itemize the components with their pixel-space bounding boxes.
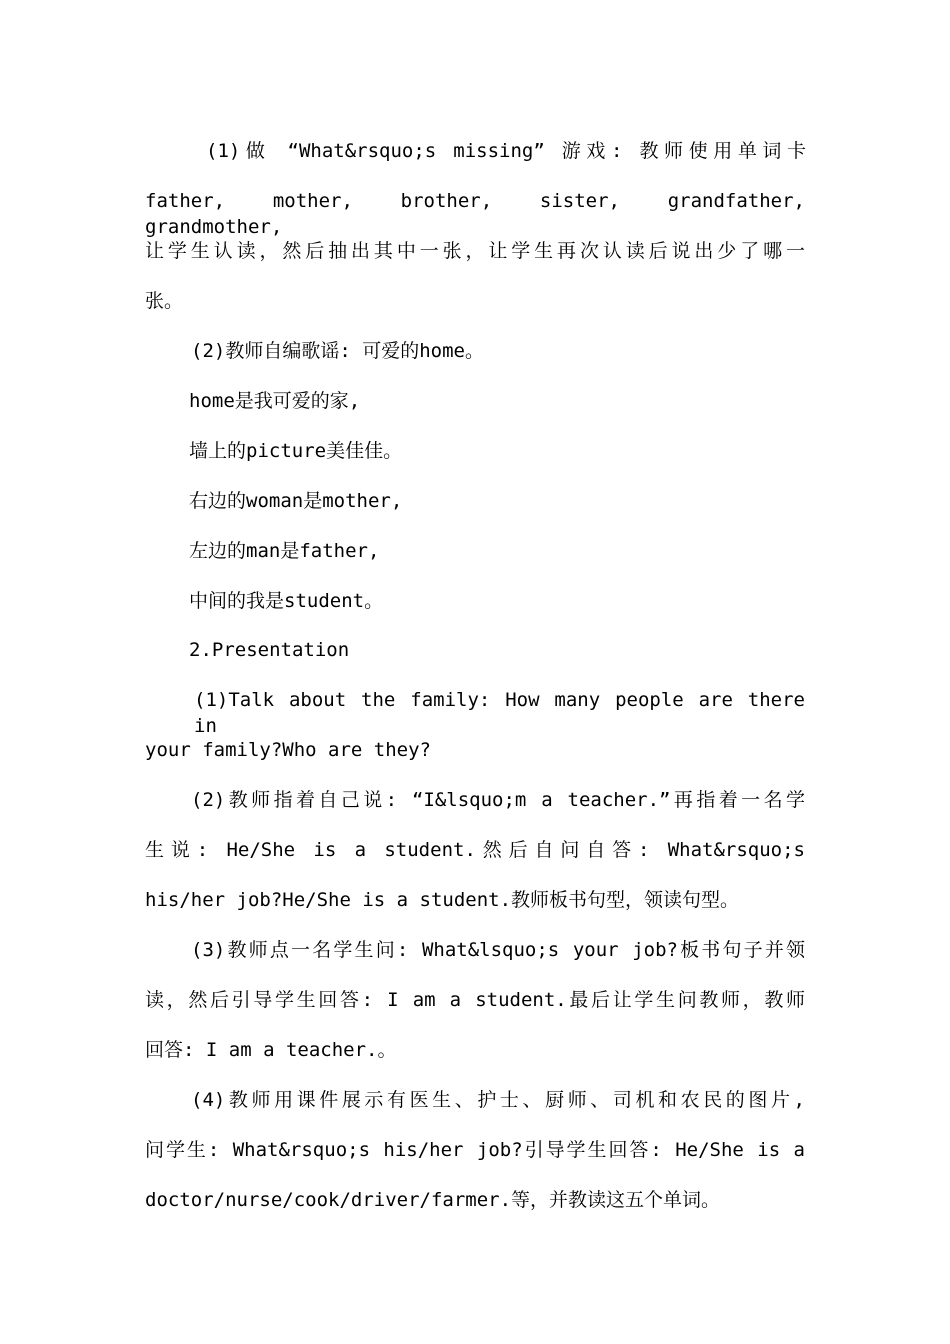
text-line: (1)Talk about the family: How many people are there in: [194, 689, 805, 737]
text-line: 右边的woman是mother,: [189, 490, 403, 512]
text-line: father, mother, brother, sister, grandfather, grandmother,: [145, 190, 805, 238]
text-line: 生说: He/She is a student.然后自问自答: What&rsquo;s: [145, 839, 805, 861]
text-line: (3)教师点一名学生问: What&lsquo;s your job?板书句子并领: [191, 939, 805, 961]
text-line: home是我可爱的家,: [189, 390, 361, 412]
text-line: (2)教师自编歌谣: 可爱的home。: [191, 340, 484, 362]
text-line: doctor/nurse/cook/driver/farmer.等，并教读这五个单词。: [145, 1189, 721, 1211]
text-line: (4)教师用课件展示有医生、护士、厨师、司机和农民的图片,: [191, 1089, 805, 1111]
text-line: your family?Who are they?: [145, 739, 431, 761]
text-line: 张。: [145, 290, 184, 312]
text-line: 中间的我是student。: [189, 590, 384, 612]
text-line: 让学生认读，然后抽出其中一张，让学生再次认读后说出少了哪一: [145, 240, 805, 262]
text-line: (2)教师指着自己说: “I&lsquo;m a teacher.”再指着一名学: [191, 789, 805, 811]
text-line: 回答: I am a teacher.。: [145, 1039, 397, 1061]
text-line: 问学生: What&rsquo;s his/her job?引导学生回答: He/She is a: [145, 1139, 805, 1161]
text-line: 左边的man是father,: [189, 540, 380, 562]
text-line: his/her job?He/She is a student.教师板书句型，领读句型。: [145, 889, 740, 911]
text-line: (1)做 “What&rsquo;s missing” 游戏: 教师使用单词卡: [206, 140, 806, 162]
section-heading: 2.Presentation: [189, 639, 350, 661]
text-line: 读，然后引导学生回答: I am a student.最后让学生问教师，教师: [145, 989, 805, 1011]
text-line: 墙上的picture美佳佳。: [189, 440, 403, 462]
